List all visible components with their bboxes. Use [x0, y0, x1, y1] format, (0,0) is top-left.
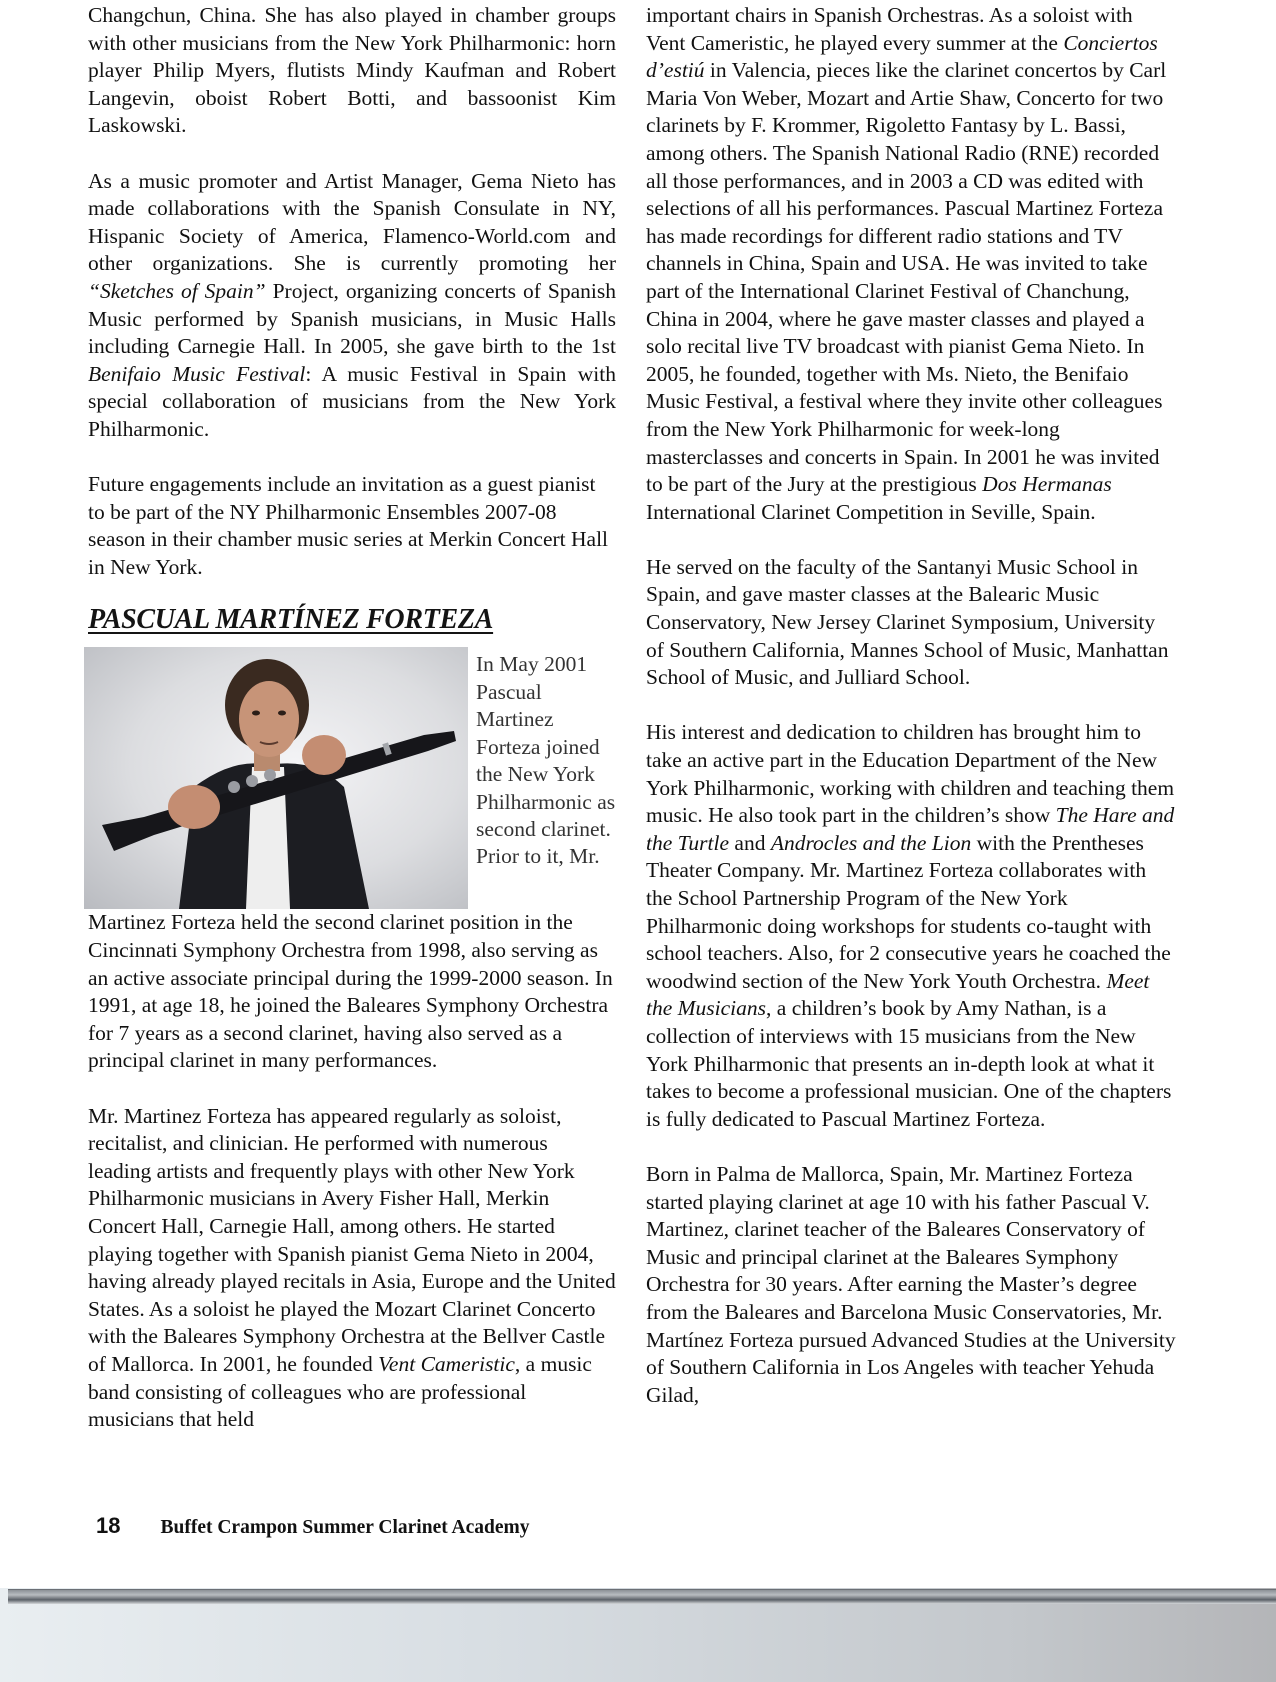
photo-with-caption — [84, 647, 616, 909]
clarinetist-photo-icon — [84, 647, 468, 909]
publication-title: Buffet Crampon Summer Clarinet Academy — [160, 1517, 530, 1538]
photo-caption-text: In May 2001 Pascual Martinez Forteza joined the New York Philharmonic as second clarinet. Prior to it, Mr. — [476, 652, 616, 869]
meet-the-musicians-title: Meet the Musicians — [646, 968, 1150, 1021]
section-heading: PASCUAL MARTÍNEZ FORTEZA — [88, 604, 494, 636]
dos-hermanas-title: Dos Hermanas — [982, 472, 1112, 497]
paragraph-born-in-palma: Born in Palma de Mallorca, Spain, Mr. Martinez Forteza started playing clarinet at age 10 with his father Pascual V. Martinez, clarinet teacher of the Baleares Conservatory of Music and principal clarinet at the Baleares Symphony Orchestra for 30 years. After earning the Master’s degree from the Baleares and Barcelona Music Conservatories, Mr. Martínez Forteza pursued Advanced Studies at the University of Southern California in Los Angeles with teacher Yehuda Gilad, — [646, 1161, 1176, 1407]
paragraph-music-promoter: As a music promoter and Artist Manager, Gema Nieto has made collaborations with the Spanish Consulate in NY, Hispanic Society of America, Flamenco-World.com and other organizations. She is currently promoting her “Sketches of Spain” Project, organizing concerts of Spanish Music performed by Spanish musicians, in Music Halls including Carnegie Hall. In 2005, she gave birth to the 1st Benifaio Music Festival: A music Festival in Spain with special collaboration of musicians from the New York Philharmonic. — [88, 168, 616, 441]
paragraph-cincinnati: Martinez Forteza held the second clarinet position in the Cincinnati Symphony Orchestra from 1998, also serving as an active associate principal during the 1999-2000 season. In 1991, at age 18, he joined the Baleares Symphony Orchestra for 7 years as a second clarinet, having also served as a principal clarinet in many performances. — [88, 910, 613, 1073]
paragraph-vent-cameristic: important chairs in Spanish Orchestras. As a soloist with Vent Cameristic, he played every summer at the Conciertos d’estiú in Valencia, pieces like the clarinet concertos by Carl Maria Von Weber, Mozart and Artie Shaw, Concerto for two clarinets by F. Krommer, Rigoletto Fantasy by L. Bassi, among others. The Spanish National Radio (RNE) recorded all those performances, and in 2003 a CD was edited with selections of all his performances. Pascual Martinez Forteza has made recordings for different radio stations and TV channels in China, Spain and USA. He was invited to take part of the International Clarinet Festival of Chanchung, China in 2004, where he gave master classes and played a solo recital live TV broadcast with pianist Gema Nieto. In 2005, he founded, together with Ms. Nieto, the Benifaio Music Festival, a festival where they invite other colleagues from the New York Philharmonic for week-long masterclasses and concerts in Spain. In 2001 he was invited to be part of the Jury at the prestigious Dos Hermanas International Clarinet Competition in Seville, Spain. — [646, 3, 1167, 524]
sketches-of-spain-title: “Sketches of Spain” — [88, 278, 266, 303]
androcles-title: Androcles and the Lion — [770, 830, 972, 855]
vent-cameristic-title: Vent Cameristic — [378, 1351, 515, 1376]
paragraph-children: His interest and dedication to children has brought him to take an active part in the Education Department of the New York Philharmonic, working with children and teaching them music. He also took part in the children’s show The Hare and the Turtle and Androcles and the Lion with the Prentheses Theater Company. Mr. Martinez Forteza collaborates with the School Partnership Program of the New York Philharmonic doing workshops for students co-taught with school teachers. Also, for 2 consecutive years he coached the woodwind section of the New York Youth Orchestra. Meet the Musicians, a children’s book by Amy Nathan, is a collection of interviews with 15 musicians from the New York Philharmonic that presents an in-depth look at what it takes to become a professional musician. One of the chapters is fully dedicated to Pascual Martinez Forteza. — [646, 720, 1175, 1131]
paragraph-future-engagements: Future engagements include an invitation as a guest pianist to be part of the NY Philharmonic Ensembles 2007-08 season in their chamber music series at Merkin Concert Hall in New York. — [88, 472, 609, 579]
left-column — [88, 2, 616, 1434]
portrait-photo — [84, 647, 468, 909]
paragraph-soloist: Mr. Martinez Forteza has appeared regularly as soloist, recitalist, and clinician. He performed with numerous leading artists and frequently plays with other New York Philharmonic musicians in Avery Fisher Hall, Merkin Concert Hall, Carnegie Hall, among others. He started playing together with Spanish pianist Gema Nieto in 2004, having already played recitals in Asia, Europe and the United States. As a soloist he played the Mozart Clarinet Concerto with the Baleares Symphony Orchestra at the Bellver Castle of Mallorca. In 2001, he founded Vent Cameristic, a music band consisting of colleagues who are professional musicians that held — [88, 1103, 616, 1432]
hare-turtle-title: The Hare and the Turtle — [646, 803, 1175, 855]
page-number: 18 — [96, 1513, 121, 1538]
conciertos-title: Conciertos d’estiú — [646, 30, 1158, 83]
paragraph-faculty: He served on the faculty of the Santanyi Music School in Spain, and gave master classes at the Balearic Music Conservatory, New Jersey Clarinet Symposium, University of Southern California, Mannes School of Music, Manhattan School of Music, and Julliard School. — [646, 554, 1169, 690]
benifaio-festival-title: Benifaio Music Festival — [88, 361, 306, 386]
right-column — [646, 2, 1176, 1409]
page-edge-shadow — [8, 1589, 1276, 1604]
page-footer — [96, 1513, 530, 1539]
paragraph-chamber-groups: Changchun, China. She has also played in chamber groups with other musicians from the New York Philharmonic: horn player Philip Myers, flutists Mindy Kaufman and Robert Langevin, oboist Robert Botti, and bassoonist Kim Laskowski. — [88, 3, 616, 138]
